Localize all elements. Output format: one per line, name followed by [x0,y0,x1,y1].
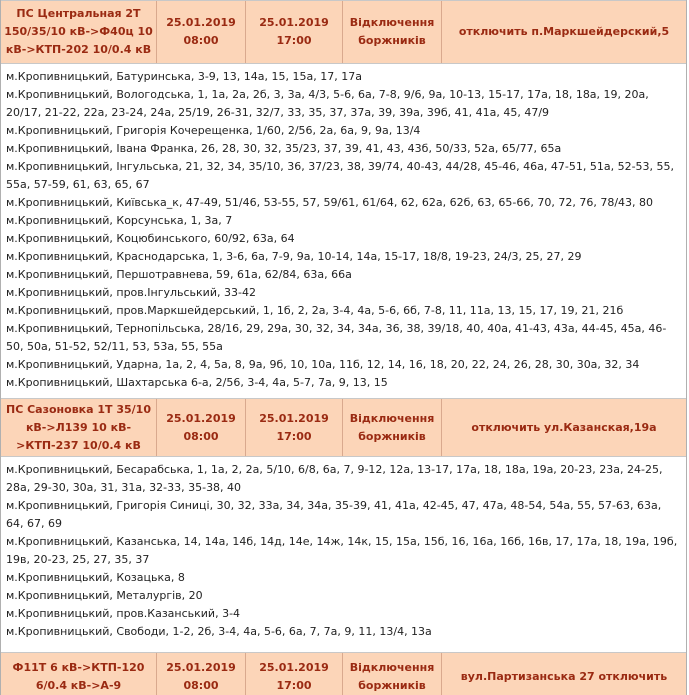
reason-text: Відключення боржників [349,16,435,47]
action-cell [442,653,686,695]
start-date: 25.01.2019 [166,16,236,29]
action-cell [442,1,686,63]
outage-header-row [1,0,686,64]
start-cell [157,399,246,456]
address-line: м.Кропивницький, Київська_к, 47-49, 51/46, 53-55, 57, 59/61, 61/64, 62, 62а, 62б, 63, 65-66, 70, 72, 76, 78/43, 80 [6,196,654,209]
substation-text: ПС Центральная 2Т 150/35/10 кВ->Ф40ц 10 кВ->КТП-202 10/0.4 кВ [4,7,153,56]
address-line: м.Кропивницький, Металургів, 20 [6,589,203,602]
action-text: вул.Партизанська 27 отключить [460,669,668,683]
address-line: м.Кропивницький, Інгульська, 21, 32, 34, 35/10, 36, 37/23, 38, 39/74, 40-43, 44/28, 45-46, 46а, 47-51, 51а, 52-53, 55, 55а, 57-59, 61, 63, 65, 67 [6,160,675,191]
end-cell [246,653,343,695]
start-time: 08:00 [183,678,219,692]
address-line: м.Кропивницький, пров.Казанський, 3-4 [6,607,241,620]
reason-cell [343,653,442,695]
end-time: 17:00 [276,34,312,47]
action-text: отключить ул.Казанская,19а [471,420,657,434]
end-date: 25.01.2019 [259,660,329,674]
address-line: м.Кропивницький, Козацька, 8 [6,571,185,584]
substation-cell [1,1,157,63]
start-date: 25.01.2019 [166,660,236,674]
reason-cell [343,399,442,456]
address-line: м.Кропивницький, пров.Інгульський, 33-42 [6,286,256,299]
end-cell [246,399,343,456]
address-line: м.Кропивницький, Григорія Кочерещенка, 1/60, 2/56, 2а, 6а, 9, 9а, 13/4 [6,124,421,137]
start-date: 25.01.2019 [166,411,236,425]
end-time: 17:00 [276,678,312,692]
address-line: м.Кропивницький, Першотравнева, 59, 61а, 62/84, 63а, 66а [6,268,352,281]
address-line: м.Кропивницький, Краснодарська, 1, 3-6, 6а, 7-9, 9а, 10-14, 14а, 15-17, 18/8, 19-23, 24/3, 25, 27, 29 [6,250,582,263]
address-line: м.Кропивницький, Батуринська, 3-9, 13, 14а, 15, 15а, 17, 17а [6,70,362,83]
address-line: м.Кропивницький, Шахтарська 6-а, 2/56, 3-4, 4а, 5-7, 7а, 9, 13, 15 [6,376,388,389]
substation-text: Ф11Т 6 кВ->КТП-120 6/0.4 кВ->А-9 [12,660,145,692]
address-list [1,457,686,652]
reason-text: Відключення боржників [349,660,435,692]
address-line: м.Кропивницький, Бесарабська, 1, 1а, 2, 2а, 5/10, 6/8, 6а, 7, 9-12, 12а, 13-17, 17а, 18, 18а, 19а, 20-23, 23а, 24-25, 28а, 29-30, 30а, 31, 31а, 32-33, 35-38, 40 [6,463,663,494]
address-line: м.Кропивницький, пров.Маркшейдерський, 1, 1б, 2, 2а, 3-4, 4а, 5-6, 6б, 7-8, 11, 11а, 13, 15, 17, 19, 21, 21б [6,304,624,317]
address-line: м.Кропивницький, Івана Франка, 26, 28, 30, 32, 35/23, 37, 39, 41, 43, 43б, 50/33, 52а, 65/77, 65а [6,142,562,155]
substation-cell [1,399,157,456]
end-time: 17:00 [276,429,312,443]
reason-cell [343,1,442,63]
address-line: м.Кропивницький, Свободи, 1-2, 2б, 3-4, 4а, 5-6, 6а, 7, 7а, 9, 11, 13/4, 13а [6,625,432,638]
end-date: 25.01.2019 [259,411,329,425]
outage-header-row [1,652,686,695]
substation-text: ПС Сазоновка 1Т 35/10 кВ->Л139 10 кВ->КТП-237 10/0.4 кВ [5,402,151,452]
outage-header-row [1,398,686,457]
end-cell [246,1,343,63]
address-list [1,64,686,398]
substation-cell [1,653,157,695]
action-cell [442,399,686,456]
address-line: м.Кропивницький, Казанська, 14, 14а, 14б, 14д, 14е, 14ж, 14к, 15, 15а, 15б, 16, 16а, 16б, 16в, 17, 17а, 18, 19а, 19б, 19в, 20-23, 25, 27, 35, 37 [6,535,678,566]
address-line: м.Кропивницький, Григорія Синиці, 30, 32, 33а, 34, 34а, 35-39, 41, 41а, 42-45, 47, 47а, 48-54, 54а, 55, 57-63, 63а, 64, 67, 69 [6,499,662,530]
address-line: м.Кропивницький, Коцюбинського, 60/92, 63а, 64 [6,232,295,245]
address-line: м.Кропивницький, Тернопільська, 28/16, 29, 29а, 30, 32, 34, 34а, 36, 38, 39/18, 40, 40а, 41-43, 43а, 44-45, 45а, 46-50, 50а, 51-52, 52/11, 53, 53а, 55, 55а [6,322,667,353]
address-line: м.Кропивницький, Ударна, 1а, 2, 4, 5а, 8, 9а, 9б, 10, 10а, 11б, 12, 14, 16, 18, 20, 22, 24, 26, 28, 30, 30а, 32, 34 [6,358,640,371]
start-cell [157,653,246,695]
start-time: 08:00 [183,34,219,47]
address-line: м.Кропивницький, Корсунська, 1, 3а, 7 [6,214,233,227]
reason-text: Відключення боржників [349,411,435,443]
action-text: отключить п.Маркшейдерский,5 [458,25,670,38]
start-cell [157,1,246,63]
start-time: 08:00 [183,429,219,443]
end-date: 25.01.2019 [259,16,329,29]
address-line: м.Кропивницький, Вологодська, 1, 1а, 2а, 2б, 3, 3а, 4/3, 5-6, 6а, 7-8, 9/6, 9а, 10-13, 15-17, 17а, 18, 18а, 19, 20а, 20/17, 21-22, 22а, 23-24, 24а, 25/19, 26-31, 32/7, 33, 35, 37, 37а, 39, 39а, 39б, 41, 41а, 45, 47/9 [6,88,649,119]
